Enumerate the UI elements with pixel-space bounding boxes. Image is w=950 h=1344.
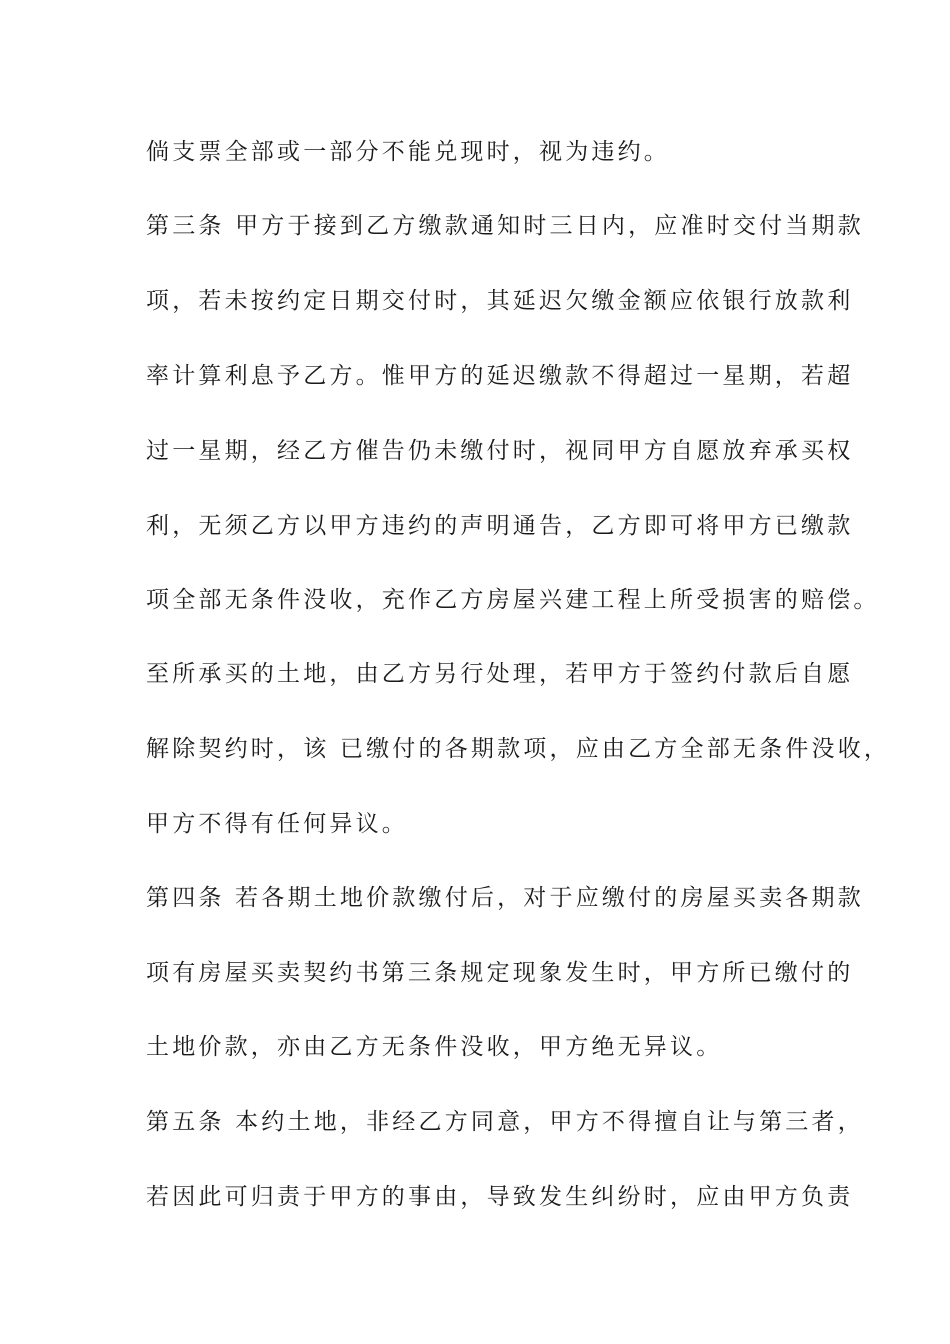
text-line-8: 至所承买的土地，由乙方另行处理，若甲方于签约付款后自愿: [146, 661, 854, 687]
text-line-10: 甲方不得有任何异议。: [146, 811, 408, 837]
text-line-6: 利，无须乙方以甲方违约的声明通告，乙方即可将甲方已缴款: [146, 513, 854, 539]
text-line-5: 过一星期，经乙方催告仍未缴付时，视同甲方自愿放弃承买权: [146, 438, 854, 464]
text-line-4: 率计算利息予乙方。惟甲方的延迟缴款不得超过一星期，若超: [146, 363, 854, 389]
text-line-7: 项全部无条件没收，充作乙方房屋兴建工程上所受损害的赔偿。: [146, 587, 880, 613]
text-line-12: 项有房屋买卖契约书第三条规定现象发生时，甲方所已缴付的: [146, 960, 854, 986]
text-line-9: 解除契约时，该 已缴付的各期款项，应由乙方全部无条件没收，: [146, 736, 891, 762]
text-line-14: 第五条 本约土地，非经乙方同意，甲方不得擅自让与第三者，: [146, 1109, 864, 1135]
text-line-13: 土地价款，亦由乙方无条件没收，甲方绝无异议。: [146, 1034, 723, 1060]
text-line-15: 若因此可归责于甲方的事由，导致发生纠纷时，应由甲方负责: [146, 1184, 854, 1210]
text-line-1: 倘支票全部或一部分不能兑现时，视为违约。: [146, 139, 670, 165]
text-line-3: 项，若未按约定日期交付时，其延迟欠缴金额应依银行放款利: [146, 288, 854, 314]
text-line-11: 第四条 若各期土地价款缴付后，对于应缴付的房屋买卖各期款: [146, 885, 864, 911]
text-line-2: 第三条 甲方于接到乙方缴款通知时三日内，应准时交付当期款: [146, 213, 864, 239]
